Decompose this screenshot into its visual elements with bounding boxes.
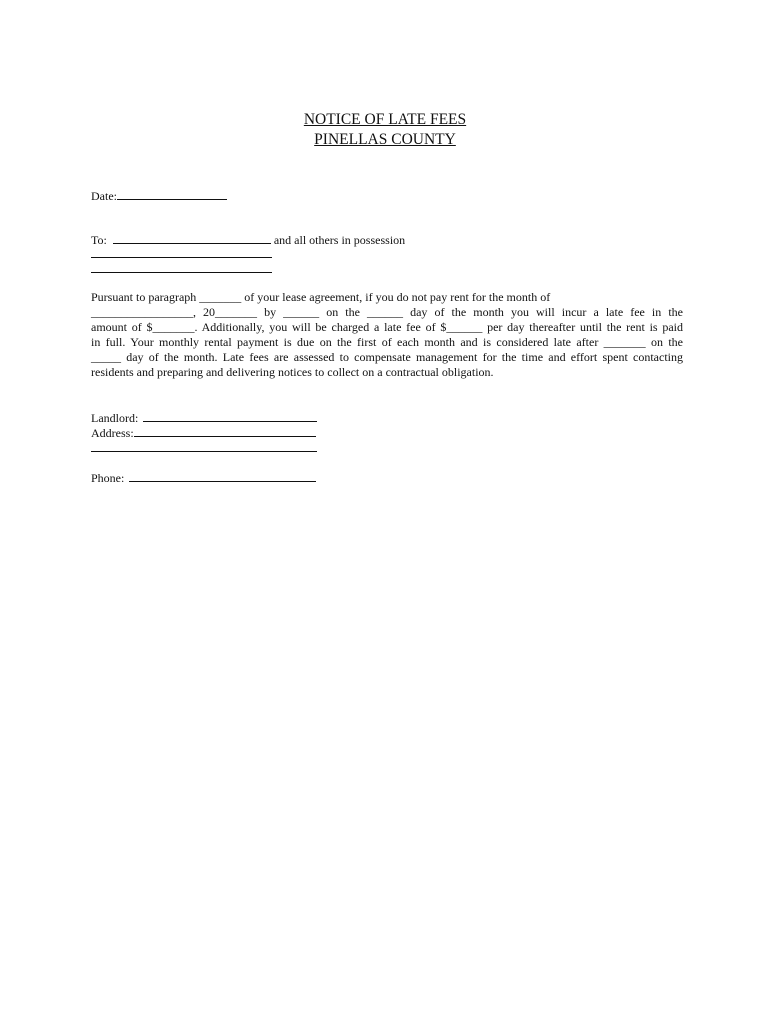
landlord-blank[interactable] bbox=[143, 409, 317, 422]
landlord-label: Landlord: bbox=[91, 411, 139, 425]
title-block bbox=[0, 110, 770, 150]
address-label: Address: bbox=[91, 426, 134, 440]
to-address-rule-1[interactable] bbox=[91, 257, 272, 258]
paragraph-line: _____ day of the month. Late fees are assessed to compensate management for the time and effort spent contacting bbox=[91, 350, 683, 364]
to-label: To: bbox=[91, 233, 107, 247]
to-address-rule-2[interactable] bbox=[91, 272, 272, 273]
date-blank[interactable] bbox=[117, 187, 227, 200]
paragraph-line: amount of $_______. Additionally, you will be charged a late fee of $______ per day thereafter until the rent is paid bbox=[91, 320, 683, 334]
paragraph-line: Pursuant to paragraph _______ of your lease agreement, if you do not pay rent for the month of bbox=[91, 290, 551, 304]
phone-line bbox=[91, 469, 316, 486]
notice-paragraph bbox=[91, 290, 683, 380]
paragraph-line: residents and preparing and delivering notices to collect on a contractual obligation. bbox=[91, 365, 494, 379]
to-suffix: and all others in possession bbox=[273, 233, 406, 247]
date-line bbox=[91, 187, 227, 204]
paragraph-line: in full. Your monthly rental payment is due on the first of each month and is considered late after _______ on the bbox=[91, 335, 683, 349]
address-line bbox=[91, 424, 316, 441]
document-title: NOTICE OF LATE FEES bbox=[303, 111, 467, 128]
date-label: Date: bbox=[91, 189, 117, 203]
phone-blank[interactable] bbox=[129, 469, 316, 482]
address-rule-2[interactable] bbox=[91, 451, 317, 452]
to-name-blank[interactable] bbox=[113, 231, 271, 244]
paragraph-line: _________________, 20_______ by ______ on the ______ day of the month you will incur a late fee in the bbox=[91, 305, 683, 319]
document-subtitle: PINELLAS COUNTY bbox=[314, 131, 456, 148]
address-blank[interactable] bbox=[134, 424, 316, 437]
phone-label: Phone: bbox=[91, 471, 125, 485]
to-line bbox=[91, 231, 405, 248]
